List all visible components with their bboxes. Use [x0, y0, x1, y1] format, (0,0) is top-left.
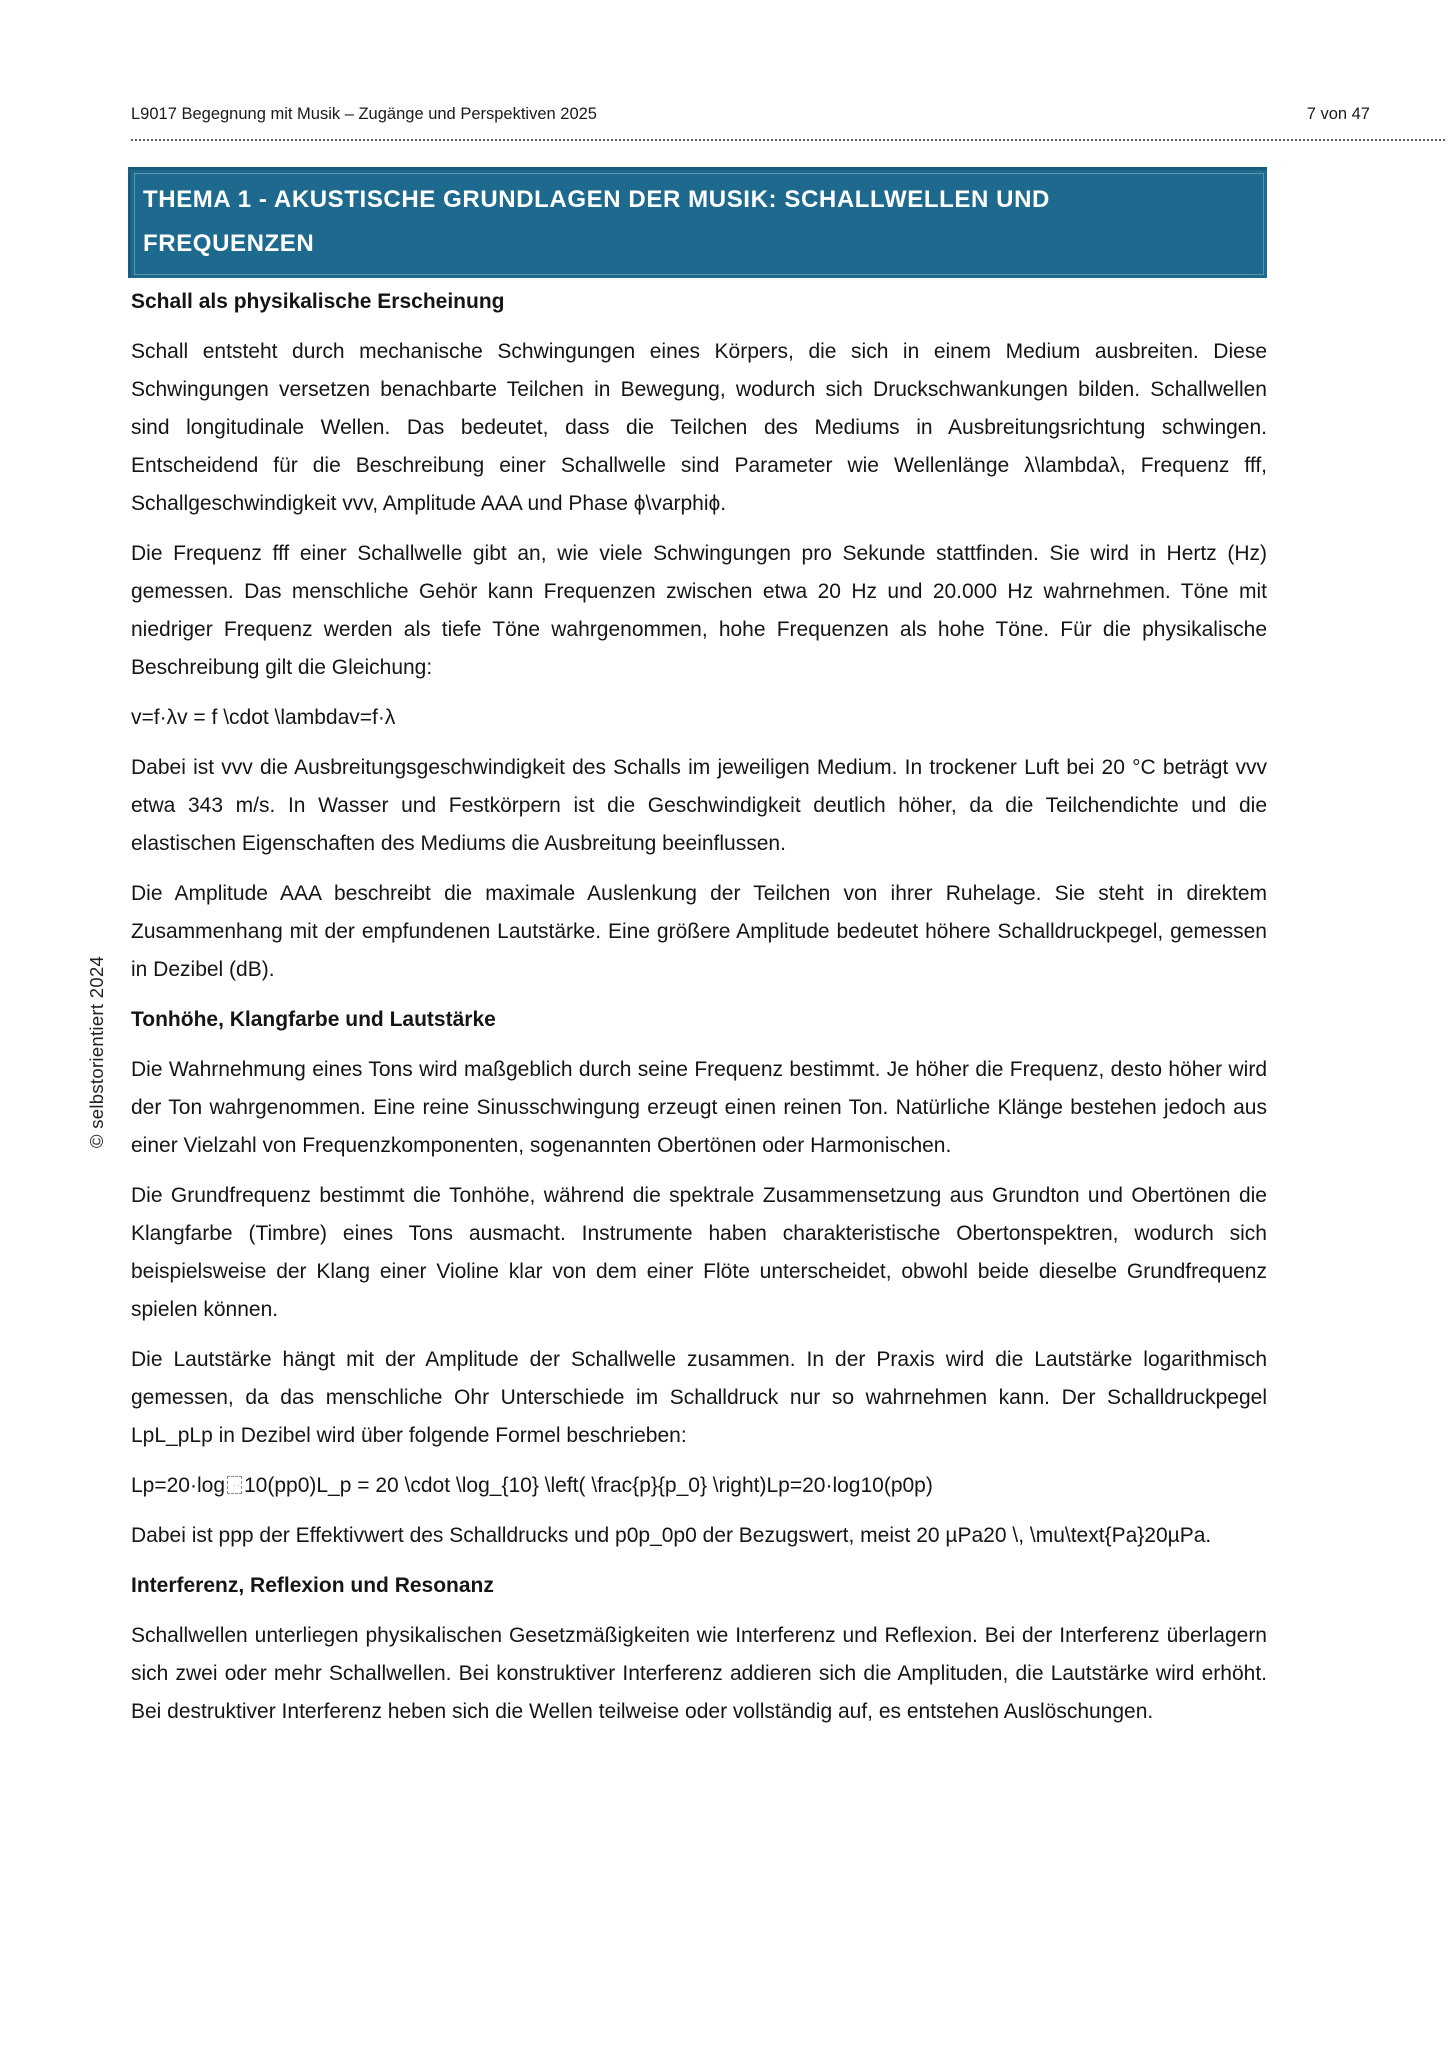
copyright-watermark: © selbstorientiert 2024 — [86, 955, 107, 1149]
section-heading-tonhoehe: Tonhöhe, Klangfarbe und Lautstärke — [131, 1008, 496, 1031]
header-page-number: 7 von 47 — [1306, 105, 1370, 123]
formula-wave-equation: v=f·λv = f \cdot \lambdav=f·λ — [131, 706, 396, 729]
paragraph: Dabei ist ppp der Effektivwert des Schalldrucks und p0p_0p0 der Bezugswert, meist 20 µPa20 \, \mu\text{Pa}20µPa. — [131, 1524, 1212, 1547]
paragraph: Die Wahrnehmung eines Tons wird maßgeblich durch seine Frequenz bestimmt. Je höher die Frequenz, desto höher wird der Ton wahrgenommen. Eine reine Sinusschwingung erzeugt einen reinen Ton. Natürliche Klänge bestehen jedoch aus einer Vielzahl von Frequenzkomponenten, sogenannten Obertönen oder Harmonischen. — [131, 1058, 1267, 1157]
paragraph: Schall entsteht durch mechanische Schwingungen eines Körpers, die sich in einem Medium ausbreiten. Diese Schwingungen versetzen benachbarte Teilchen in Bewegung, wodurch sich Druckschwankungen bilden. Schallwellen sind longitudinale Wellen. Das bedeutet, dass die Teilchen des Mediums in Ausbreitungsrichtung schwingen. Entscheidend für die Beschreibung einer Schallwelle sind Parameter wie Wellenlänge λ\lambdaλ, Frequenz fff, Schallgeschwindigkeit vvv, Amplitude AAA und Phase ϕ\varphiϕ. — [131, 340, 1267, 515]
topic-banner — [128, 167, 1267, 278]
paragraph: Dabei ist vvv die Ausbreitungsgeschwindigkeit des Schalls im jeweiligen Medium. In trockener Luft bei 20 °C beträgt vvv etwa 343 m/s. In Wasser und Festkörpern ist die Geschwindigkeit deutlich höher, da die Teilchendichte und die elastischen Eigenschaften des Mediums die Ausbreitung beeinflussen. — [131, 756, 1267, 855]
section-heading-schall: Schall als physikalische Erscheinung — [131, 290, 505, 313]
missing-glyph-box — [227, 1476, 242, 1494]
formula-segment-after: 10(pp0)L_p = 20 \cdot \log_{10} \left( \frac{p}{p_0} \right)Lp=20·log10(p0p) — [244, 1474, 933, 1497]
topic-banner-title-line2: FREQUENZEN — [143, 230, 315, 257]
topic-banner-title-line1: THEMA 1 - AKUSTISCHE GRUNDLAGEN DER MUSIK: SCHALLWELLEN UND — [143, 186, 1050, 213]
paragraph: Die Grundfrequenz bestimmt die Tonhöhe, während die spektrale Zusammensetzung aus Grundton und Obertönen die Klangfarbe (Timbre) eines Tons ausmacht. Instrumente haben charakteristische Obertonspektren, wodurch sich beispielsweise der Klang einer Violine klar von dem einer Flöte unterscheidet, obwohl beide dieselbe Grundfrequenz spielen können. — [131, 1184, 1267, 1321]
paragraph: Die Frequenz fff einer Schallwelle gibt an, wie viele Schwingungen pro Sekunde stattfinden. Sie wird in Hertz (Hz) gemessen. Das menschliche Gehör kann Frequenzen zwischen etwa 20 Hz und 20.000 Hz wahrnehmen. Töne mit niedriger Frequenz werden als tiefe Töne wahrgenommen, hohe Frequenzen als hohe Töne. Für die physikalische Beschreibung gilt die Gleichung: — [131, 542, 1267, 679]
section-heading-interferenz: Interferenz, Reflexion und Resonanz — [131, 1574, 494, 1597]
paragraph: Schallwellen unterliegen physikalischen Gesetzmäßigkeiten wie Interferenz und Reflexion. Bei der Interferenz überlagern sich zwei oder mehr Schallwellen. Bei konstruktiver Interferenz addieren sich die Amplituden, die Lautstärke wird erhöht. Bei destruktiver Interferenz heben sich die Wellen teilweise oder vollständig auf, es entstehen Auslöschungen. — [131, 1624, 1267, 1723]
document-body — [131, 283, 1267, 1731]
formula-segment-before: Lp=20·log — [131, 1474, 225, 1497]
formula-sound-pressure-level — [131, 1467, 1267, 1505]
header-dotted-divider — [131, 139, 1445, 141]
paragraph: Die Amplitude AAA beschreibt die maximale Auslenkung der Teilchen von ihrer Ruhelage. Sie steht in direktem Zusammenhang mit der empfundenen Lautstärke. Eine größere Amplitude bedeutet höhere Schalldruckpegel, gemessen in Dezibel (dB). — [131, 882, 1267, 981]
paragraph: Die Lautstärke hängt mit der Amplitude der Schallwelle zusammen. In der Praxis wird die Lautstärke logarithmisch gemessen, da das menschliche Ohr Unterschiede im Schalldruck nur so wahrnehmen kann. Der Schalldruckpegel LpL_pLp in Dezibel wird über folgende Formel beschrieben: — [131, 1348, 1267, 1447]
header-course-title: L9017 Begegnung mit Musik – Zugänge und Perspektiven 2025 — [131, 105, 597, 123]
